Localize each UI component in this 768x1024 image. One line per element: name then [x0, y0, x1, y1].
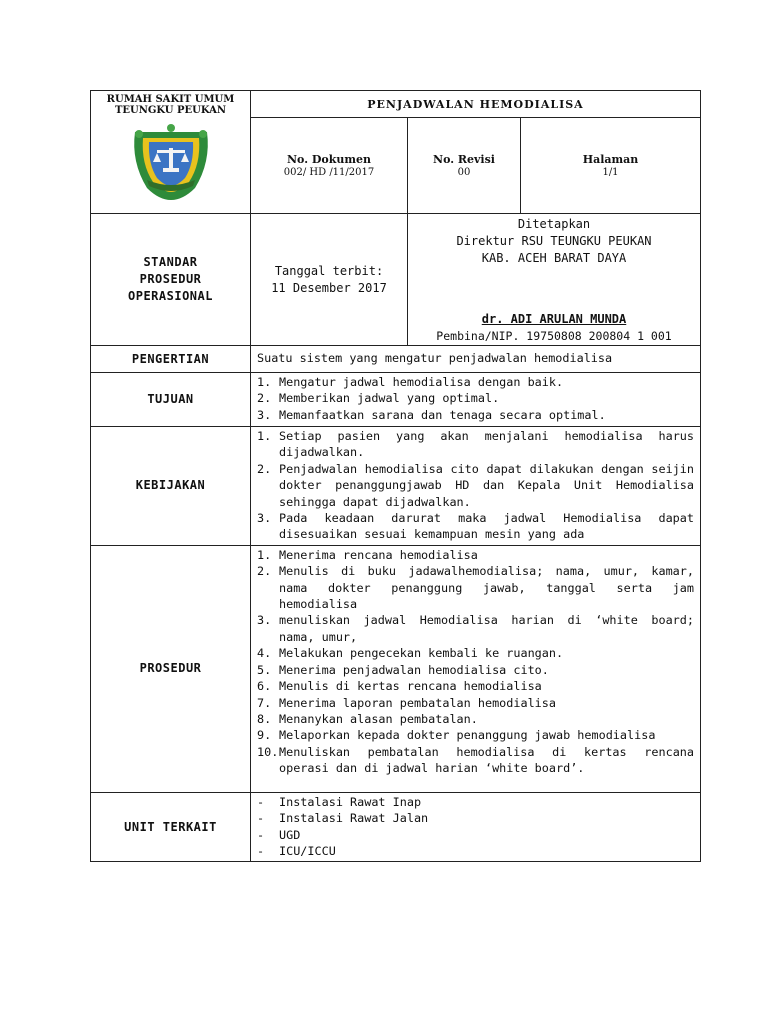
list-item-text: Menulis di buku jadawalhemodialisa; nama, umur, kamar, nama dokter penanggung jawab, tanggal serta jam hemodialisa: [279, 564, 694, 612]
related-units-content: [251, 792, 701, 862]
issue-date-cell: [251, 214, 408, 346]
objective-content: [251, 373, 701, 427]
list-item-number: 6.: [257, 679, 272, 694]
list-item: [257, 407, 694, 423]
sop-label-line1: STANDAR: [143, 255, 198, 269]
list-item: [257, 547, 694, 563]
procedure-content: [251, 545, 701, 792]
hospital-header: [91, 91, 251, 214]
hospital-name-line1: RUMAH SAKIT UMUM: [106, 94, 235, 105]
revision-number-cell: [408, 118, 521, 214]
list-item-text: Menuliskan pembatalan hemodialisa di kertas rencana operasi dan di jadwal harian ‘white board’.: [279, 744, 694, 776]
page-number-label: Halaman: [582, 153, 639, 166]
list-item-text: Melakukan pengecekan kembali ke ruangan.: [279, 646, 564, 661]
list-item: [257, 428, 694, 461]
list-item: [257, 645, 694, 661]
related-units-list: [257, 794, 694, 860]
definition-text: Suatu sistem yang mengatur penjadwalan hemodialisa: [251, 346, 701, 373]
sop-document-table: [90, 90, 701, 862]
procedure-label: PROSEDUR: [91, 545, 251, 792]
list-item: [257, 727, 694, 743]
list-item-text: Menulis di kertas rencana hemodialisa: [279, 679, 542, 694]
policy-label: KEBIJAKAN: [91, 427, 251, 546]
list-item-text: menuliskan jadwal Hemodialisa harian di ‘white board; nama, umur,: [279, 613, 694, 644]
sop-label: [91, 214, 251, 346]
policy-list: [257, 428, 694, 543]
list-item: [257, 662, 694, 678]
page-number-cell: [521, 118, 701, 214]
issue-date-label: Tanggal terbit:: [274, 263, 384, 278]
objective-list: [257, 374, 694, 423]
list-item: [257, 390, 694, 406]
revision-number-value: 00: [457, 167, 471, 178]
list-item-number: 3.: [257, 613, 272, 628]
list-item-number: 1.: [257, 375, 272, 389]
regency-name: KAB. ACEH BARAT DAYA: [481, 251, 627, 265]
sop-label-line2: PROSEDUR: [139, 272, 202, 286]
procedure-list: [257, 547, 694, 777]
list-item: [257, 563, 694, 612]
signer-name: dr. ADI ARULAN MUNDA: [481, 312, 627, 326]
list-item-text: Menerima penjadwalan hemodialisa cito.: [279, 662, 549, 677]
list-item-text: Instalasi Rawat Jalan: [279, 811, 429, 826]
list-item-number: -: [257, 827, 265, 842]
list-item: [257, 461, 694, 510]
document-number-cell: [251, 118, 408, 214]
issue-date-value: 11 Desember 2017: [271, 280, 387, 295]
hospital-name-line2: TEUNGKU PEUKAN: [114, 105, 227, 116]
page-number-value: 1/1: [602, 167, 619, 178]
list-item-text: Menerima rencana hemodialisa: [279, 547, 478, 562]
revision-number-label: No. Revisi: [433, 153, 495, 166]
director-title: Direktur RSU TEUNGKU PEUKAN: [456, 234, 652, 248]
list-item-number: -: [257, 794, 265, 809]
list-item-text: Menanykan alasan pembatalan.: [279, 711, 478, 726]
list-item-number: 1.: [257, 429, 272, 443]
list-item-text: Setiap pasien yang akan menjalani hemodialisa harus dijadwalkan.: [279, 429, 694, 460]
list-item: [257, 744, 694, 777]
list-item-number: 3.: [257, 511, 272, 526]
list-item: [257, 612, 694, 645]
approval-cell: [408, 214, 701, 346]
approved-label: Ditetapkan: [517, 217, 591, 231]
list-item-text: ICU/ICCU: [279, 844, 336, 859]
list-item: [257, 794, 694, 810]
list-item-number: 4.: [257, 646, 272, 661]
list-item: [257, 374, 694, 390]
list-item-text: Menerima laporan pembatalan hemodialisa: [279, 695, 556, 710]
list-item: [257, 711, 694, 727]
list-item-number: 10.: [257, 744, 279, 759]
list-item: [257, 678, 694, 694]
list-item-number: 5.: [257, 662, 272, 677]
regional-crest-icon: [125, 122, 217, 202]
list-item-number: 2.: [257, 391, 272, 406]
list-item-number: 3.: [257, 407, 272, 422]
list-item: [257, 810, 694, 826]
signer-nip: Pembina/NIP. 19750808 200804 1 001: [436, 329, 672, 343]
list-item-number: -: [257, 811, 265, 826]
list-item-text: Memanfaatkan sarana dan tenaga secara optimal.: [279, 407, 606, 422]
list-item-number: 9.: [257, 728, 272, 743]
list-item-text: Penjadwalan hemodialisa cito dapat dilakukan dengan seijin dokter penanggungjawab HD dan Kepala Unit Hemodialisa sehingga dapat dijadwalkan.: [279, 461, 694, 509]
list-item: [257, 695, 694, 711]
list-item-text: Instalasi Rawat Inap: [279, 794, 422, 809]
list-item-number: 2.: [257, 461, 272, 476]
list-item-text: Melaporkan kepada dokter penanggung jawab hemodialisa: [279, 728, 656, 743]
list-item: [257, 843, 694, 859]
sop-label-line3: OPERASIONAL: [128, 289, 213, 303]
policy-content: [251, 427, 701, 546]
document-title: PENJADWALAN HEMODIALISA: [251, 91, 701, 118]
list-item: [257, 510, 694, 543]
list-item-number: 7.: [257, 695, 272, 710]
definition-label: PENGERTIAN: [91, 346, 251, 373]
related-units-label: UNIT TERKAIT: [91, 792, 251, 862]
list-item-text: Mengatur jadwal hemodialisa dengan baik.: [279, 375, 564, 389]
objective-label: TUJUAN: [91, 373, 251, 427]
document-number-label: No. Dokumen: [287, 153, 371, 166]
list-item-text: UGD: [279, 827, 301, 842]
list-item-number: 1.: [257, 547, 272, 562]
list-item-text: Memberikan jadwal yang optimal.: [279, 391, 500, 406]
list-item-number: -: [257, 844, 265, 859]
list-item-number: 8.: [257, 711, 272, 726]
list-item: [257, 827, 694, 843]
list-item-number: 2.: [257, 564, 272, 579]
document-number-value: 002/ HD /11/2017: [283, 167, 375, 178]
list-item-text: Pada keadaan darurat maka jadwal Hemodialisa dapat disesuaikan sesuai kemampuan mesin yang ada: [279, 511, 694, 542]
